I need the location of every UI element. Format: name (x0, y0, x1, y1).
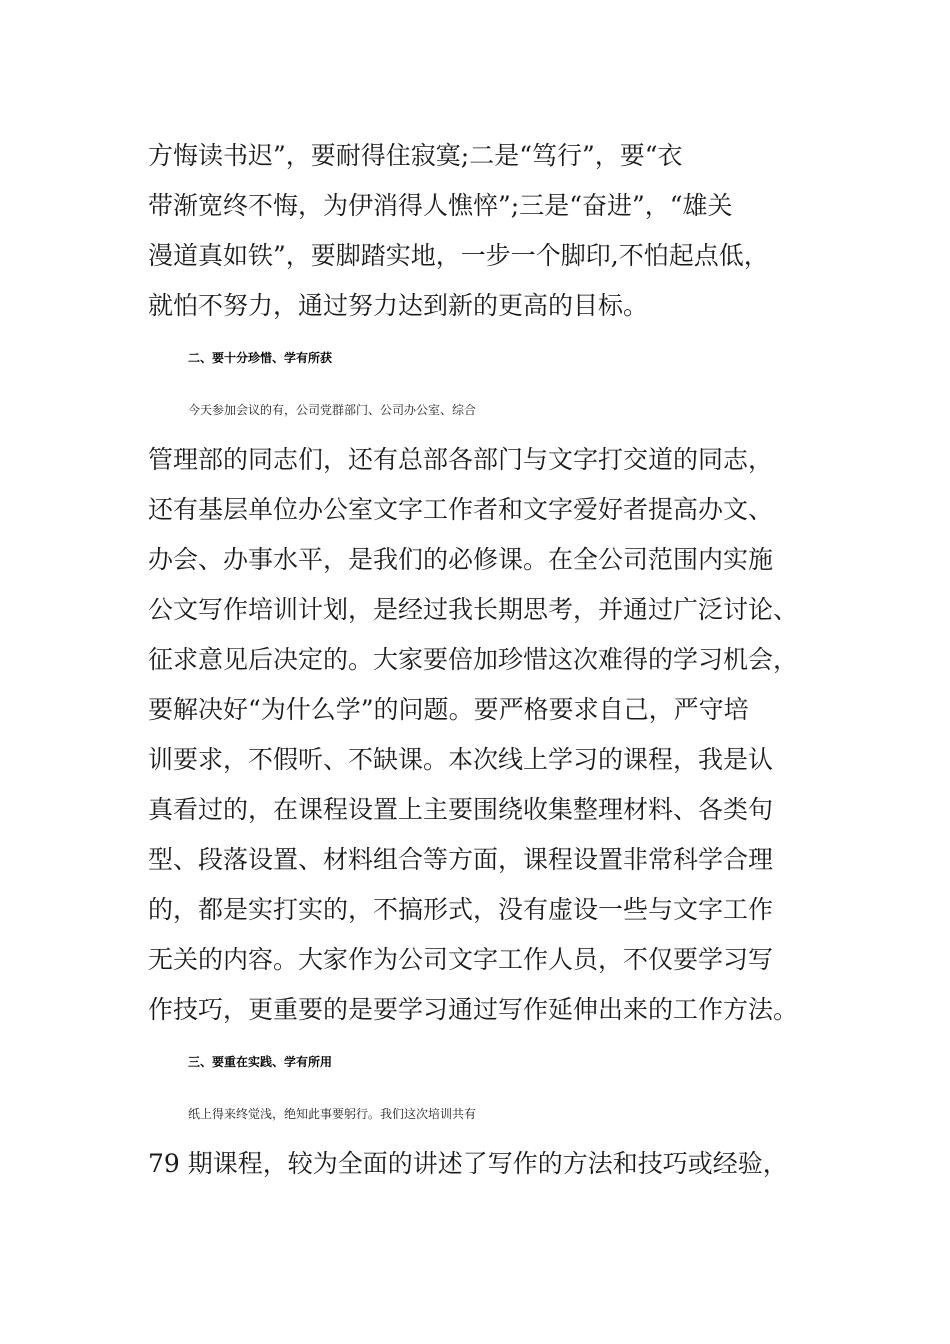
text-line: 无关的内容。大家作为公司文字工作人员，不仅要学习写 (148, 945, 774, 974)
text-line: 训要求，不假听、不缺课。本次线上学习的课程，我是认 (148, 745, 774, 774)
text-line: 今天参加会议的有，公司党群部门、公司办公室、综合 (188, 403, 477, 417)
text-line: 方悔读书迟”，要耐得住寂寞;二是“笃行”，要“衣 (148, 141, 683, 170)
text-line: 要解决好“为什么学”的问题。要严格要求自己，严守培 (148, 695, 749, 724)
text-line: 还有基层单位办公室文字工作者和文字爱好者提高办文、 (148, 495, 774, 524)
text-line: 真看过的，在课程设置上主要围绕收集整理材料、各类句 (148, 795, 774, 824)
text-line: 管理部的同志们，还有总部各部门与文字打交道的同志， (148, 445, 774, 474)
text-line: 征求意见后决定的。大家要倍加珍惜这次难得的学习机会， (148, 645, 799, 674)
text-line: 就怕不努力，通过努力达到新的更高的目标。 (148, 291, 649, 320)
text-line: 作技巧，更重要的是要学习通过写作延伸出来的工作方法。 (148, 995, 799, 1024)
text-line: 的，都是实打实的，不搞形式，没有虚设一些与文字工作 (148, 895, 774, 924)
text-line: 型、段落设置、材料组合等方面，课程设置非常科学合理 (148, 845, 774, 874)
text-line: 公文写作培训计划，是经过我长期思考，并通过广泛讨论、 (148, 595, 799, 624)
text-line: 79 期课程，较为全面的讲述了写作的方法和技巧或经验， (148, 1149, 788, 1178)
section-heading: 二、要十分珍惜、学有所获 (188, 351, 333, 365)
text-line: 带渐宽终不悔，为伊消得人憔悴”;三是“奋进”，“雄关 (148, 191, 733, 220)
text-line: 办会、办事水平，是我们的必修课。在全公司范围内实施 (148, 545, 774, 574)
section-heading: 三、要重在实践、学有所用 (188, 1055, 333, 1069)
text-line: 纸上得来终觉浅，绝知此事要躬行。我们这次培训共有 (188, 1107, 477, 1121)
text-line: 漫道真如铁”，要脚踏实地，一步一个脚印,不怕起点低， (148, 241, 769, 270)
